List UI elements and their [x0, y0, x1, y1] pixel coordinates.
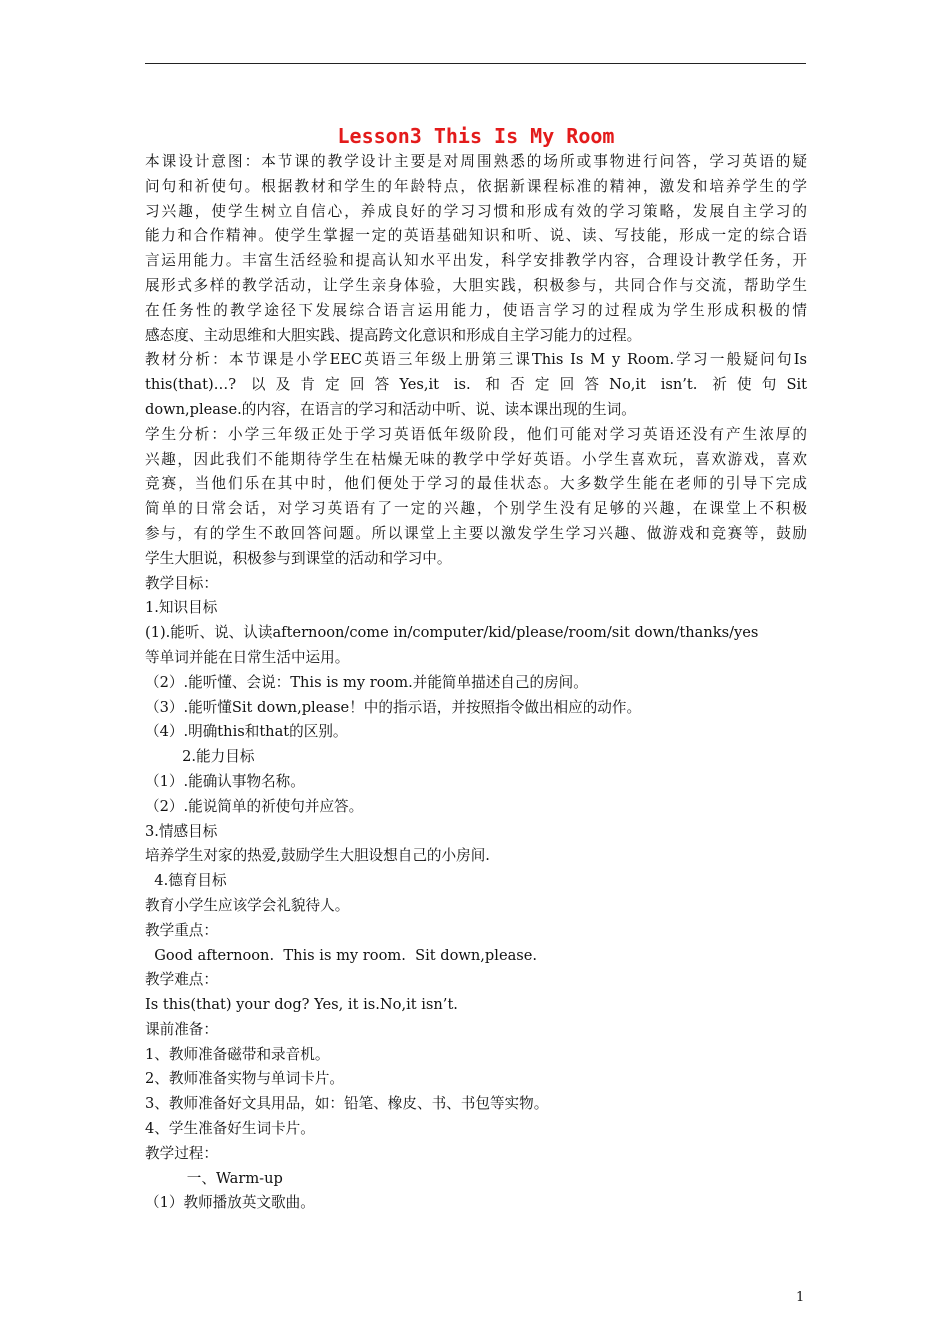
text-line: 课前准备： [145, 1020, 218, 1038]
text-line: （1）.能确认事物名称。 [145, 772, 305, 790]
text-line: 言运用能力。丰富生活经验和提高认知水平出发，科学安排教学内容，合理设计教学任务，开 [145, 252, 807, 270]
text-line: 2、教师准备实物与单词卡片。 [145, 1070, 345, 1088]
text-line: 学生分析：小学三年级正处于学习英语低年级阶段，他们可能对学习英语还没有产生浓厚的 [145, 425, 807, 443]
lesson-title: Lesson3 This Is My Room [337, 124, 615, 148]
text-line: 学生大胆说，积极参与到课堂的活动和学习中。 [145, 549, 452, 567]
text-line: 在任务性的教学途径下发展综合语言运用能力，使语言学习的过程成为学生形成积极的情 [145, 301, 807, 319]
text-line: 感态度、主动思维和大胆实践、提高跨文化意识和形成自主学习能力的过程。 [145, 326, 642, 344]
text-line: 一、Warm-up [145, 1169, 283, 1187]
text-line: （1）教师播放英文歌曲。 [145, 1194, 315, 1212]
text-line: 教学难点： [145, 971, 218, 989]
text-line: （2）.能说简单的祈使句并应答。 [145, 797, 364, 815]
text-line: 1、教师准备磁带和录音机。 [145, 1045, 330, 1063]
text-line: 3.情感目标 [145, 822, 218, 840]
text-line: 1.知识目标 [145, 599, 218, 617]
text-line: 教育小学生应该学会礼貌待人。 [145, 896, 350, 914]
text-line: this(that)…? 以及肯定回答Yes,it is. 和否定回答No,it isn’t. 祈使句Sit [145, 376, 807, 394]
text-line: (1).能听、说、认读afternoon/come in/computer/kid/please/room/sit down/thanks/yes [145, 624, 759, 642]
text-line: 教学目标： [145, 574, 218, 592]
text-line: 能力和合作精神。使学生掌握一定的英语基础知识和听、说、读、写技能，形成一定的综合语 [145, 227, 807, 245]
document-body [145, 122, 807, 1216]
text-line: 兴趣，因此我们不能期待学生在枯燥无味的教学中学好英语。小学生喜欢玩，喜欢游戏，喜欢 [145, 450, 807, 468]
text-line: 教学重点： [145, 921, 218, 939]
text-line: 4、学生准备好生词卡片。 [145, 1120, 315, 1138]
text-line: 4.德育目标 [145, 872, 227, 890]
text-line: 问句和祈使句。根据教材和学生的年龄特点，依据新课程标准的精神，激发和培养学生的学 [145, 177, 807, 195]
text-line: 展形式多样的教学活动，让学生亲身体验，大胆实践，积极参与，共同合作与交流，帮助学生 [145, 276, 807, 294]
text-line: Is this(that) your dog? Yes, it is.No,it isn’t. [145, 996, 458, 1014]
text-line: （4）.明确this和that的区别。 [145, 723, 348, 741]
text-line: 培养学生对家的热爱,鼓励学生大胆设想自己的小房间. [145, 847, 490, 865]
text-line: 参与，有的学生不敢回答问题。所以课堂上主要以激发学生学习兴趣、做游戏和竞赛等，鼓励 [145, 524, 807, 542]
body-text [145, 150, 807, 1216]
header-rule [145, 63, 806, 64]
text-line: 等单词并能在日常生活中运用。 [145, 648, 350, 666]
text-line: 教学过程： [145, 1144, 218, 1162]
text-line: down,please.的内容，在语言的学习和活动中听、说、读本课出现的生词。 [145, 400, 636, 418]
text-line: （2）.能听懂、会说：This is my room.并能简单描述自己的房间。 [145, 673, 588, 691]
text-line: Good afternoon. This is my room. Sit down,please. [145, 946, 538, 964]
text-line: 简单的日常会话，对学习英语有了一定的兴趣，个别学生没有足够的兴趣，在课堂上不积极 [145, 500, 807, 518]
text-line: 习兴趣，使学生树立自信心，养成良好的学习习惯和形成有效的学习策略，发展自主学习的 [145, 202, 807, 220]
text-line: 教材分析：本节课是小学EEC英语三年级上册第三课This Is M y Room.学习一般疑问句Is [145, 351, 807, 369]
text-line: （3）.能听懂Sit down,please！中的指示语，并按照指令做出相应的动作。 [145, 698, 642, 716]
text-line: 2.能力目标 [145, 748, 255, 766]
page-number: 1 [796, 1290, 805, 1305]
text-line: 竞赛，当他们乐在其中时，他们便处于学习的最佳状态。大多数学生能在老师的引导下完成 [145, 475, 807, 493]
text-line: 本课设计意图：本节课的教学设计主要是对周围熟悉的场所或事物进行问答，学习英语的疑 [145, 153, 807, 170]
text-line: 3、教师准备好文具用品，如：铅笔、橡皮、书、书包等实物。 [145, 1095, 549, 1113]
